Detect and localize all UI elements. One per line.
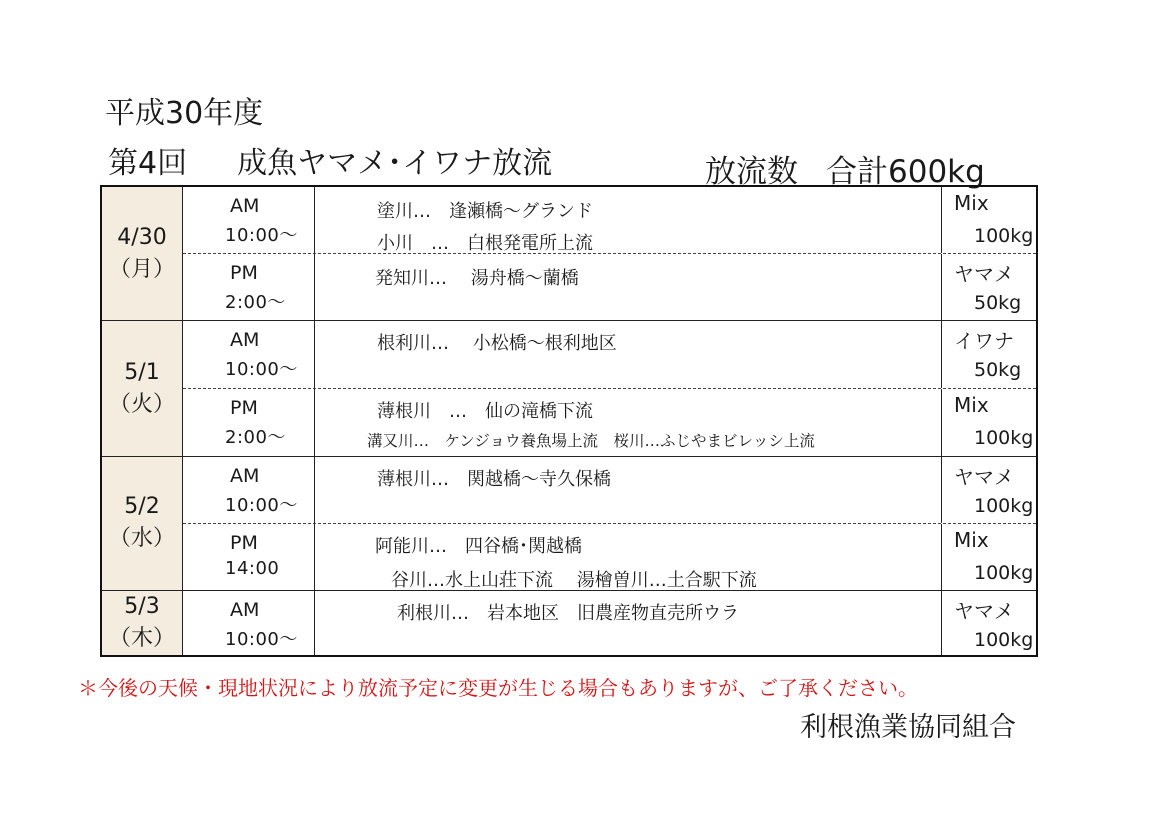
ampm-label: PM: [230, 397, 258, 420]
fish-cell: [942, 321, 1036, 388]
fish-amount: 100kg: [974, 225, 1034, 247]
date: 5/3: [124, 594, 160, 620]
fish-amount: 100kg: [974, 561, 1034, 584]
ampm-label: AM: [230, 599, 260, 622]
route-cell: [315, 524, 942, 590]
fish-cell: [942, 524, 1036, 590]
start-time: 10:00～: [225, 629, 298, 651]
total-label: 放流数: [705, 154, 798, 190]
route-cell: [315, 187, 942, 253]
total-value: 合計600kg: [826, 154, 985, 190]
ampm-label: AM: [230, 329, 260, 352]
fish-cell: [942, 591, 1036, 655]
fish-amount: 50kg: [974, 359, 1022, 382]
title-text: 成魚ヤマメ･イワナ放流: [237, 146, 553, 181]
organization-name: 利根漁業協同組合: [800, 712, 1016, 743]
date-cell: [102, 591, 183, 655]
fish-cell: [942, 254, 1036, 320]
fish-amount: 100kg: [974, 427, 1034, 450]
start-time: 10:00～: [225, 225, 298, 246]
fish-amount: 100kg: [974, 494, 1034, 517]
date: 4/30: [117, 224, 167, 250]
time-cell: [183, 457, 315, 523]
time-slot: [183, 457, 1036, 523]
weekday: （月）: [108, 256, 175, 282]
date: 5/1: [124, 359, 160, 385]
fish-amount: 100kg: [974, 629, 1034, 652]
fish-amount: 50kg: [974, 292, 1022, 315]
fish-cell: [942, 389, 1036, 456]
document-title: [108, 138, 552, 182]
time-slot: [183, 388, 1036, 456]
ampm-label: AM: [230, 195, 260, 217]
notice-text: ＊今後の天候・現地状況により放流予定に変更が生じる場合もありますが、ご了承ください。: [78, 676, 918, 700]
day-group: [102, 456, 1036, 590]
route-line: 発知川… 湯舟橋～蘭橋: [375, 268, 579, 290]
fiscal-year: 平成30年度: [105, 96, 264, 131]
time-cell: [183, 389, 315, 456]
fish-type: Mix: [954, 393, 989, 418]
fish-type: ヤマメ: [954, 599, 1014, 624]
time-slot: [183, 187, 1036, 253]
weekday: （水）: [108, 526, 175, 552]
fish-type: Mix: [954, 527, 989, 552]
fish-cell: [942, 457, 1036, 523]
route-line: 塗川… 逢瀬橋～グランド: [377, 201, 593, 222]
time-cell: [183, 524, 315, 590]
time-cell: [183, 187, 315, 253]
fish-type: Mix: [954, 191, 989, 215]
time-slot: [183, 253, 1036, 320]
date-cell: [102, 321, 183, 455]
start-time: 2:00～: [225, 427, 286, 449]
route-cell: [315, 321, 942, 388]
ampm-label: PM: [230, 262, 258, 285]
route-line: 小川 … 白根発電所上流: [377, 233, 593, 254]
date: 5/2: [124, 494, 160, 520]
route-line: 阿能川… 四谷橋･関越橋: [375, 535, 582, 557]
weekday: （木）: [108, 626, 175, 652]
route-line: 利根川… 岩本地区 旧農産物直売所ウラ: [397, 603, 739, 625]
round-label: 第4回: [108, 146, 188, 181]
fish-type: ヤマメ: [954, 464, 1014, 489]
time-cell: [183, 321, 315, 388]
date-cell: [102, 187, 183, 320]
time-cell: [183, 591, 315, 655]
weekday: （火）: [108, 391, 175, 417]
start-time: 10:00～: [225, 359, 298, 381]
time-cell: [183, 254, 315, 320]
time-slot: [183, 321, 1036, 388]
route-line: 溝又川… ケンジョウ養魚場上流 桜川…ふじやまビレッシ上流: [367, 432, 815, 451]
date-cell: [102, 457, 183, 590]
route-line: 根利川… 小松橋～根利地区: [377, 333, 617, 355]
day-group: [102, 187, 1036, 320]
time-slot: [183, 523, 1036, 590]
route-line: 谷川…水上山荘下流 湯檜曽川…土合駅下流: [391, 569, 757, 591]
route-cell: [315, 254, 942, 320]
ampm-label: AM: [230, 464, 260, 487]
ampm-label: PM: [230, 531, 258, 554]
route-cell: [315, 457, 942, 523]
start-time: 14:00: [225, 557, 280, 579]
release-schedule-table: [100, 185, 1038, 657]
route-cell: [315, 591, 942, 655]
day-group: [102, 320, 1036, 455]
fish-type: イワナ: [954, 329, 1014, 354]
fish-cell: [942, 187, 1036, 253]
day-group: [102, 590, 1036, 655]
route-cell: [315, 389, 942, 456]
time-slot: [183, 591, 1036, 655]
fish-type: ヤマメ: [954, 262, 1014, 287]
route-line: 薄根川 … 仙の滝橋下流: [377, 401, 593, 423]
start-time: 2:00～: [225, 292, 286, 314]
start-time: 10:00～: [225, 494, 298, 516]
route-line: 薄根川… 関越橋～寺久保橋: [377, 468, 611, 490]
